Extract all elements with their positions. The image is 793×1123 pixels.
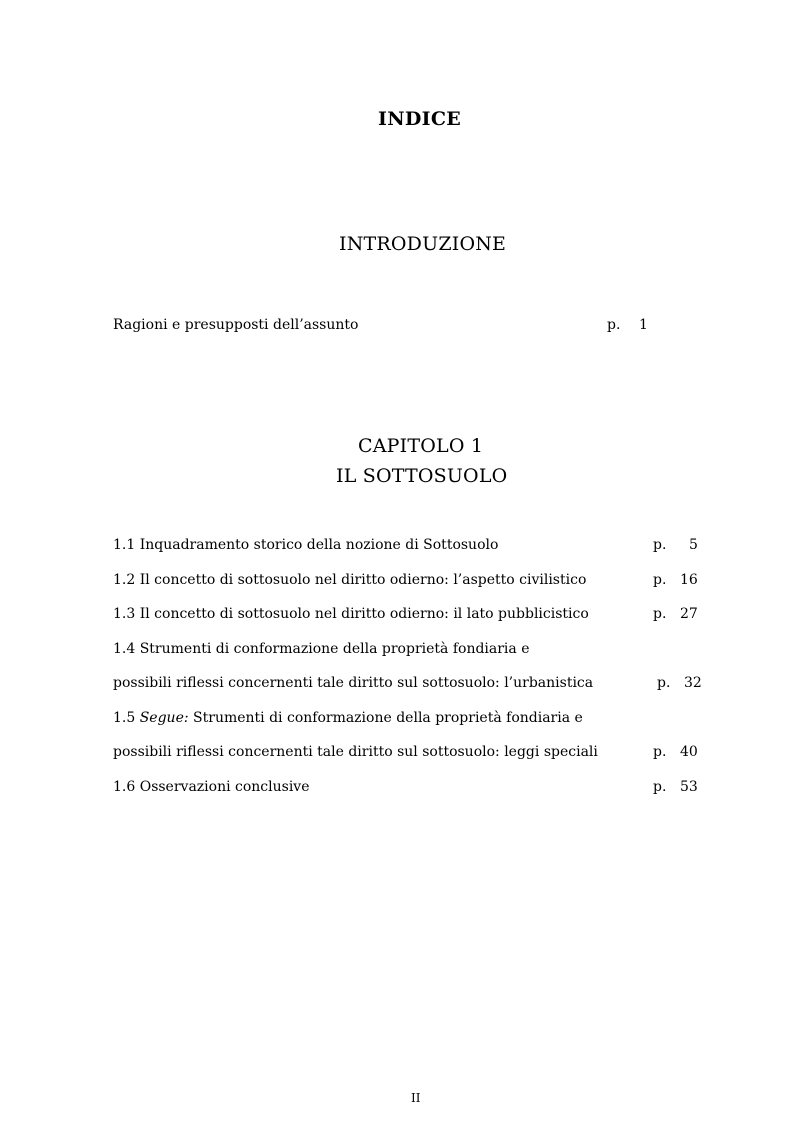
toc-entry-p: p. bbox=[653, 744, 667, 760]
toc-entry-p: p. bbox=[653, 779, 667, 795]
toc-entry-title: 1.6 Osservazioni conclusive bbox=[113, 779, 310, 795]
toc-entry-title-rest: Strumenti di conformazione della proprietà fondiaria e bbox=[188, 710, 583, 726]
toc-entry-page: 5 bbox=[689, 537, 698, 553]
page-title: INDICE bbox=[378, 108, 462, 130]
toc-entry-page: 27 bbox=[680, 606, 698, 622]
intro-entry-title: Ragioni e presupposti dell’assunto bbox=[113, 317, 359, 333]
toc-entry-title: 1.2 Il concetto di sottosuolo nel diritto odierno: l’aspetto civilistico bbox=[113, 572, 587, 588]
toc-entry-p: p. bbox=[657, 675, 671, 691]
toc-entry-page: 32 bbox=[684, 675, 702, 691]
toc-entry-p: p. bbox=[653, 572, 667, 588]
segue-label: Segue: bbox=[139, 710, 189, 726]
toc-entry-number: 1.5 bbox=[113, 710, 140, 726]
toc-entry-page: 40 bbox=[680, 744, 698, 760]
page-number: II bbox=[411, 1091, 421, 1105]
introduction-heading: INTRODUZIONE bbox=[339, 233, 507, 255]
intro-entry-p: p. bbox=[607, 317, 621, 333]
chapter-heading: CAPITOLO 1 bbox=[358, 435, 484, 457]
chapter-subheading: IL SOTTOSUOLO bbox=[336, 465, 508, 487]
toc-entry-p: p. bbox=[653, 606, 667, 622]
toc-entry-page: 53 bbox=[680, 779, 698, 795]
toc-entry-p: p. bbox=[653, 537, 667, 553]
toc-entry-title-line1: 1.4 Strumenti di conformazione della proprietà fondiaria e bbox=[113, 641, 530, 657]
toc-entry-page: 16 bbox=[680, 572, 698, 588]
toc-entry-title-line1 bbox=[113, 710, 583, 726]
toc-entry-title-line2: possibili riflessi concernenti tale diritto sul sottosuolo: l’urbanistica bbox=[113, 675, 594, 691]
toc-entry-title-line2: possibili riflessi concernenti tale diritto sul sottosuolo: leggi speciali bbox=[113, 744, 598, 760]
toc-entry-title: 1.3 Il concetto di sottosuolo nel diritto odierno: il lato pubblicistico bbox=[113, 606, 589, 622]
intro-entry-page: 1 bbox=[639, 317, 648, 333]
toc-entry-title: 1.1 Inquadramento storico della nozione di Sottosuolo bbox=[113, 537, 499, 553]
